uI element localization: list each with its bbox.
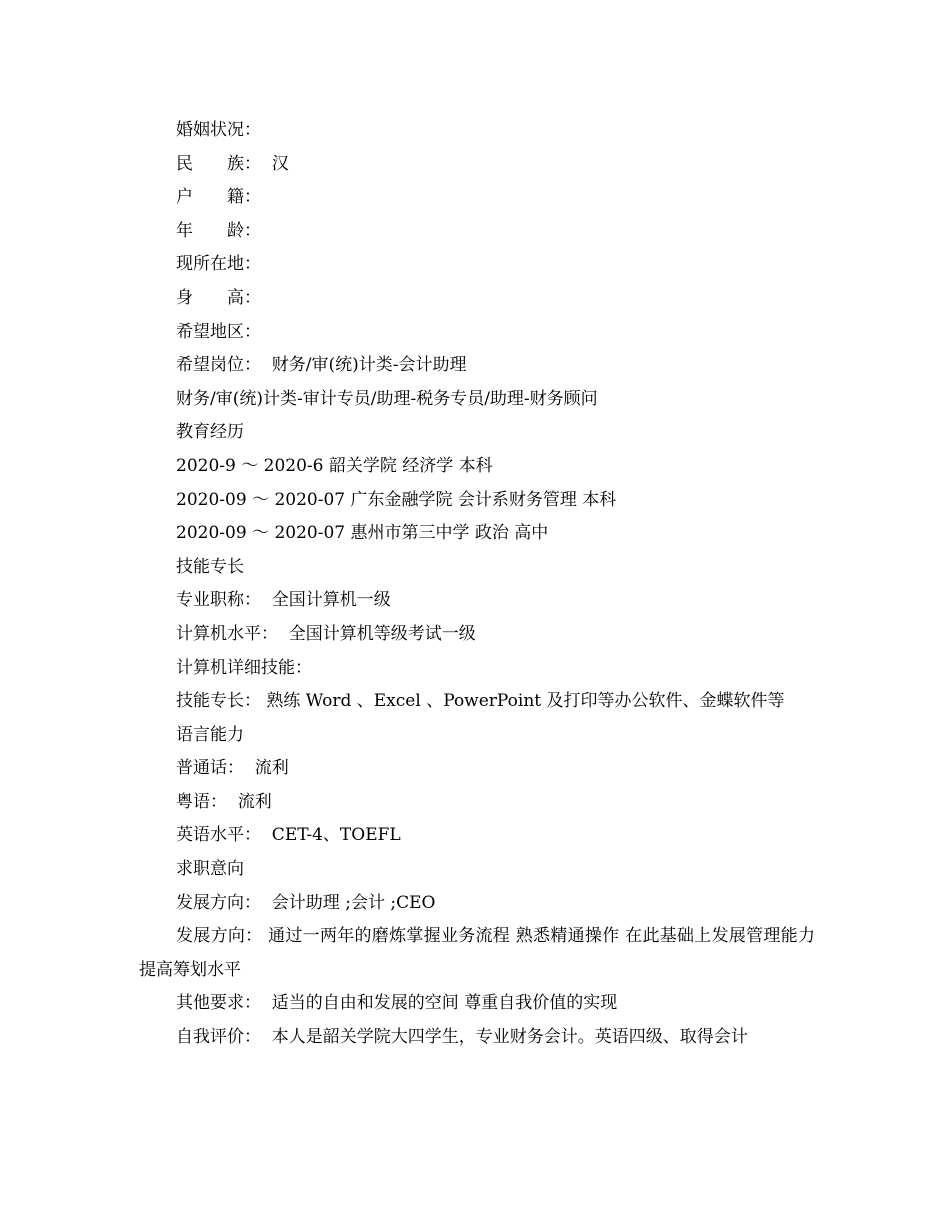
household-registration-line: 户 籍：	[176, 187, 261, 208]
cantonese-line: 粤语： 流利	[176, 791, 272, 812]
other-requirements-line: 其他要求： 适当的自由和发展的空间 尊重自我价值的实现	[176, 993, 618, 1014]
document-body	[139, 114, 815, 1055]
education-entry-3: 2020-09 ～ 2020-07 惠州市第三中学 政治 高中	[176, 523, 549, 544]
ethnicity-line: 民 族： 汉	[176, 153, 289, 174]
self-evaluation-line: 自我评价： 本人是韶关学院大四学生，专业财务会计。英语四级、取得会计	[176, 1027, 748, 1048]
education-heading: 教育经历	[176, 422, 244, 443]
education-entry-1: 2020-9 ～ 2020-6 韶关学院 经济学 本科	[176, 455, 493, 476]
professional-title-line: 专业职称： 全国计算机一级	[176, 590, 391, 611]
computer-skills-line: 计算机详细技能：	[176, 657, 312, 678]
desired-position-continued-line: 财务/审(统)计类-审计专员/助理-税务专员/助理-财务顾问	[176, 388, 598, 409]
career-direction-line: 发展方向： 会计助理 ;会计 ;CEO	[176, 892, 436, 913]
age-line: 年 龄：	[176, 220, 261, 241]
current-location-line: 现所在地：	[176, 254, 261, 275]
computer-level-line: 计算机水平： 全国计算机等级考试一级	[176, 623, 476, 644]
height-line: 身 高：	[176, 287, 261, 308]
mandarin-line: 普通话： 流利	[176, 758, 289, 779]
skills-heading: 技能专长	[176, 556, 244, 577]
desired-position-line: 希望岗位： 财务/审(统)计类-会计助理	[176, 355, 467, 376]
desired-region-line: 希望地区：	[176, 321, 261, 342]
marital-status-line: 婚姻状况：	[176, 120, 261, 140]
career-direction-paragraph: 发展方向： 通过一两年的磨炼掌握业务流程 熟悉精通操作 在此基础上发展管理能力 提高筹划水平	[139, 926, 815, 980]
english-level-line: 英语水平： CET-4、TOEFL	[176, 825, 401, 846]
job-intention-heading: 求职意向	[176, 859, 244, 880]
education-entry-2: 2020-09 ～ 2020-07 广东金融学院 会计系财务管理 本科	[176, 489, 617, 510]
language-heading: 语言能力	[176, 724, 244, 745]
skills-paragraph: 技能专长： 熟练 Word 、Excel 、PowerPoint 及打印等办公软件、金蝶软件等	[176, 691, 785, 712]
